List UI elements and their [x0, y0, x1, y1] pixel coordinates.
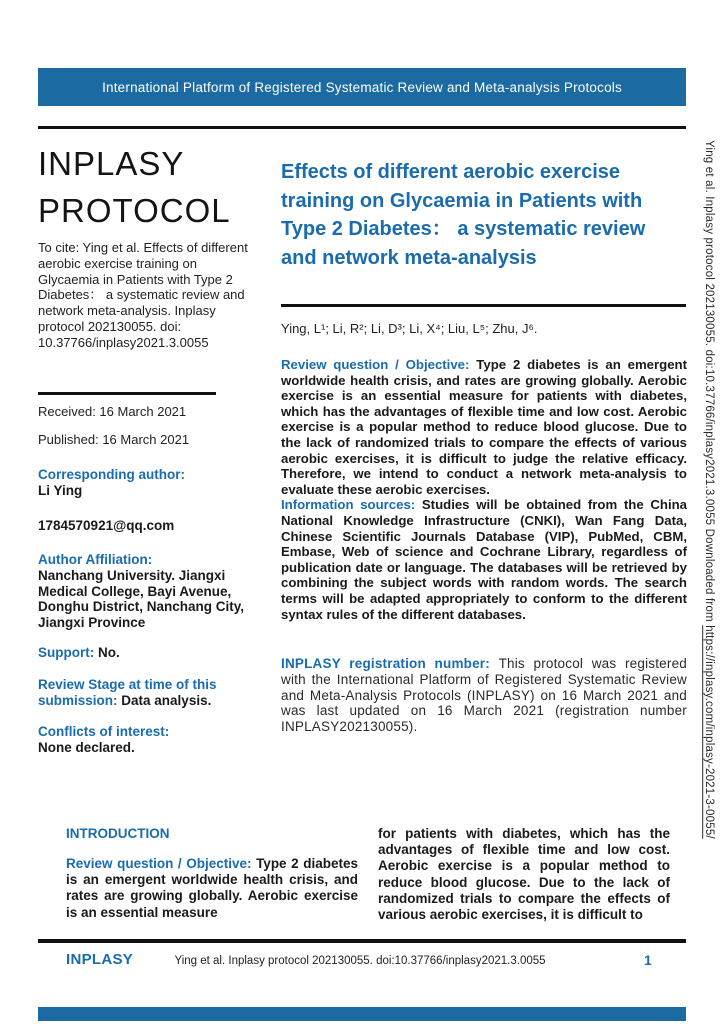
- footer-brand: INPLASY: [66, 951, 134, 968]
- introduction-right-column: [378, 826, 670, 923]
- review-question-text: Type 2 diabetes is an emergent worldwide health crisis, and rates are growing globally. Aerobic exercise is an essential measure for patients with diabetes, which has the advantages of flexible time and low cost. Aerobic exercise is a popular method to reduce blood glucose. Due to the lack of randomized trials to compare the effects of various aerobic exercises, it is difficult to judge the relative efficacy. Therefore, we intend to conduct a network meta-analysis to evaluate these aerobic exercises.: [281, 357, 687, 497]
- information-sources-label: Information sources:: [281, 497, 422, 513]
- corresponding-author-block: [38, 467, 264, 499]
- information-sources-text: Studies will be obtained from the China National Knowledge Infrastructure (CNKI), Wan Fang Data, Chinese Scientific Journals Database (VIP), PubMed, CBM, Embase, Web of science and Cochrane Library, regardless of publication date or language. The databases will be retrieved by combining the subject words with random words. The search terms will be adapted appropriately to conform to the different syntax rules of the different databases.: [281, 497, 687, 622]
- email[interactable]: 1784570921@qq.com: [38, 518, 175, 533]
- introduction-left-column: [66, 856, 358, 921]
- review-question-paragraph: [281, 357, 687, 497]
- title-divider: [281, 304, 686, 307]
- top-divider: [38, 126, 686, 129]
- conflicts-value: None declared.: [38, 739, 135, 755]
- abstract-column: [281, 357, 687, 622]
- authors-line: Ying, L¹; Li, R²; Li, D³; Li, X⁴; Liu, L⁵; Zhu, J⁶.: [281, 321, 538, 336]
- left-column-divider: [38, 392, 216, 395]
- rotated-citation-text: Ying et al. Inplasy protocol 202130055. doi:10.37766/inplasy2021.3.0055 Downloaded from: [703, 140, 715, 626]
- introduction-left-text: Type 2 diabetes is an emergent worldwide health crisis, and rates are growing globally. Aerobic exercise is an essential measure: [66, 856, 358, 920]
- review-question-label: Review question / Objective:: [281, 357, 477, 372]
- introduction-review-label: Review question / Objective:: [66, 856, 257, 871]
- registration-paragraph: [281, 656, 687, 735]
- published-date: Published: 16 March 2021: [38, 432, 190, 447]
- rotated-citation-link[interactable]: https://inplasy.com/inplasy-2021-3-0055/: [703, 625, 715, 839]
- rotated-sidebar-citation: [695, 140, 715, 885]
- support-value: No.: [98, 645, 120, 660]
- registration-label: INPLASY registration number:: [281, 656, 499, 671]
- footer-citation: Ying et al. Inplasy protocol 202130055. doi:10.37766/inplasy2021.3.0055: [174, 955, 546, 967]
- review-stage-label: Review Stage at time of this submission:: [38, 677, 217, 708]
- top-banner: [38, 68, 686, 106]
- affiliation-label: Author Affiliation:: [38, 552, 153, 567]
- masthead: [38, 140, 231, 234]
- affiliation-block: [38, 552, 264, 631]
- top-banner-text: International Platform of Registered Systematic Review and Meta-analysis Protocols: [102, 79, 622, 95]
- introduction-heading: INTRODUCTION: [66, 826, 170, 841]
- registration-text: This protocol was registered with the International Platform of Registered Systematic Review and Meta-Analysis Protocols (INPLASY) on 16 March 2021 and was last updated on 16 March 2021 (registration number INPLASY202130055).: [281, 656, 687, 735]
- review-stage-block: [38, 677, 264, 709]
- to-cite-block: To cite: Ying et al. Effects of different aerobic exercise training on Glycaemia in Patients with Type 2 Diabetes： a systematic review and network meta-analysis. Inplasy protocol 202130055. doi: 10.37766/inplasy2021.3.0055: [38, 240, 248, 350]
- corresponding-author-label: Corresponding author:: [38, 467, 185, 482]
- page-number: 1: [644, 952, 652, 968]
- review-stage-value: Data analysis.: [121, 692, 212, 708]
- support-block: [38, 645, 264, 661]
- masthead-line1: INPLASY: [38, 145, 185, 182]
- affiliation-text: Nanchang University. Jiangxi Medical College, Bayi Avenue, Donghu District, Nanchang City, Jiangxi Province: [38, 567, 245, 631]
- support-label: Support:: [38, 645, 95, 660]
- footer-divider: [38, 939, 686, 943]
- conflicts-block: [38, 724, 264, 756]
- masthead-line2: PROTOCOL: [38, 192, 231, 229]
- article-title: Effects of different aerobic exercise training on Glycaemia in Patients with Type 2 Diabetes： a systematic review and network meta-analysis: [281, 161, 646, 269]
- bottom-banner: [38, 1007, 686, 1021]
- corresponding-author-name: Li Ying: [38, 482, 83, 498]
- registration-block: [281, 656, 687, 735]
- information-sources-paragraph: [281, 497, 687, 622]
- introduction-right-text: for patients with diabetes, which has the advantages of flexible time and low cost. Aerobic exercise is a popular method to reduce blood glucose. Due to the lack of randomized trials to compare the effects of various aerobic exercises, it is difficult to: [378, 826, 670, 923]
- conflicts-label: Conflicts of interest:: [38, 724, 170, 739]
- received-date: Received: 16 March 2021: [38, 404, 187, 419]
